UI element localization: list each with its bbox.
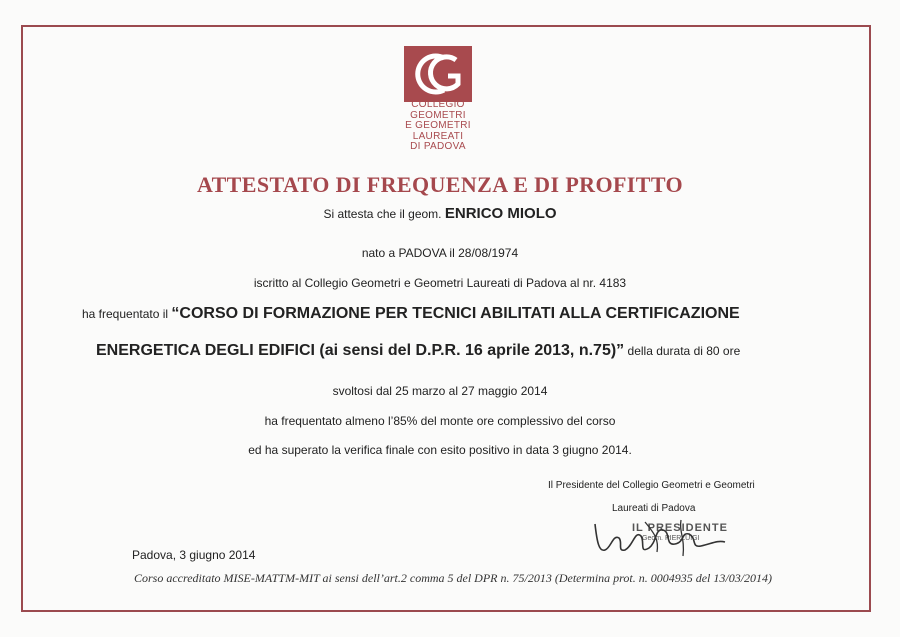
signature-line-1: Il Presidente del Collegio Geometri e Geometri [548, 480, 755, 491]
course-line-1 [82, 305, 740, 323]
attest-line [0, 205, 880, 222]
course-duration: della durata di 80 ore [627, 344, 741, 358]
course-line-2 [96, 342, 740, 360]
signature-line-2: Laureati di Padova [612, 503, 696, 514]
accreditation-footer: Corso accreditato MISE-MATTM-MIT ai sensi dell’art.2 comma 5 del DPR n. 75/2013 (Determina prot. n. 0004935 del 13/03/2014) [134, 571, 773, 585]
president-stamp: IL PRESIDENTE [632, 522, 728, 534]
signature-scribble [585, 512, 735, 562]
attendance-line: ha frequentato almeno l’85% del monte ore complessivo del corso [264, 414, 616, 428]
logo-text [404, 100, 472, 156]
place-date: Padova, 3 giugno 2014 [132, 548, 256, 562]
course-title-2: ENERGETICA DEGLI EDIFICI (ai sensi del D.P.R. 16 aprile 2013, n.75)” [96, 342, 625, 359]
logo-text-line: DI PADOVA [410, 141, 466, 152]
dates-line: svoltosi dal 25 marzo al 27 maggio 2014 [332, 384, 548, 398]
course-title-1: “CORSO DI FORMAZIONE PER TECNICI ABILITATI ALLA CERTIFICAZIONE [171, 305, 740, 322]
president-stamp-sub: Geom. PIERLUIGI [642, 535, 700, 542]
logo-mark [404, 46, 472, 102]
collegio-logo [404, 46, 472, 156]
attest-name: ENRICO MIOLO [444, 205, 557, 222]
logo-text-line: COLLEGIO [411, 99, 465, 110]
attest-prefix: Si attesta che il geom. [323, 207, 442, 221]
certificate-title: ATTESTATO DI FREQUENZA E DI PROFITTO [196, 172, 684, 197]
exam-line: ed ha superato la verifica finale con esito positivo in data 3 giugno 2014. [248, 443, 632, 457]
course-prefix: ha frequentato il [82, 307, 169, 321]
logo-text-line: LAUREATI [412, 130, 464, 142]
logo-text-line: E GEOMETRI [405, 120, 471, 131]
birth-line: nato a PADOVA il 28/08/1974 [361, 246, 519, 260]
logo-text-line: GEOMETRI [410, 109, 466, 121]
registration-line: iscritto al Collegio Geometri e Geometri Laureati di Padova al nr. 4183 [253, 276, 627, 290]
